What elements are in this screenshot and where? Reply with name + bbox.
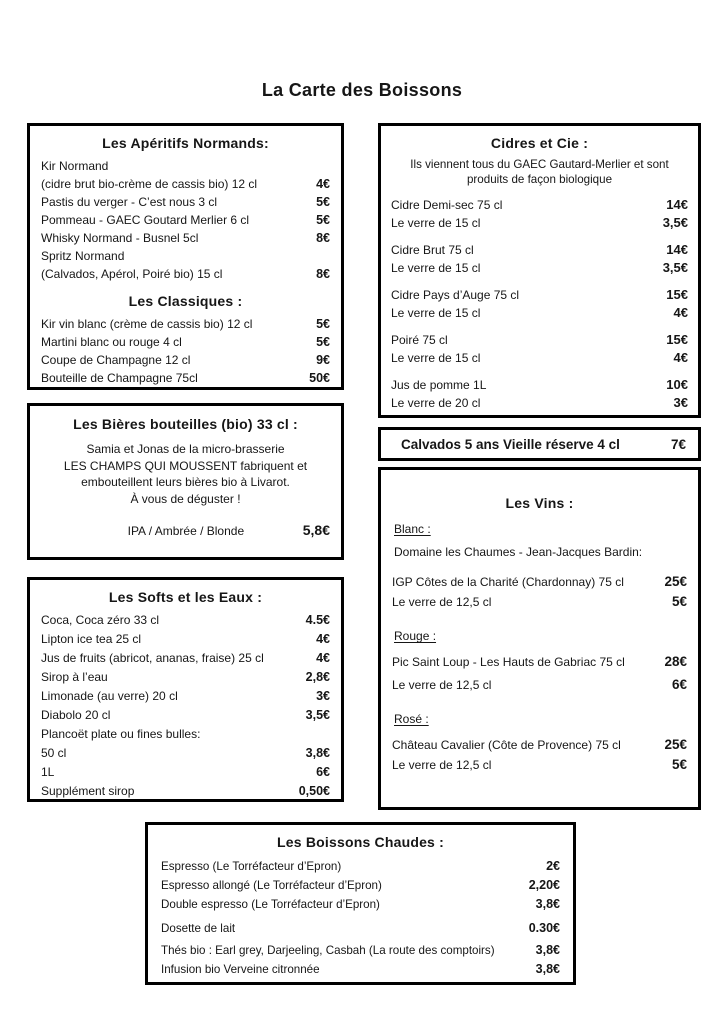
item-label: Pastis du verger - C’est nous 3 cl (41, 195, 218, 209)
menu-item (391, 349, 688, 367)
item-label: Kir vin blanc (crème de cassis bio) 12 cl (41, 317, 253, 331)
item-label: Lipton ice tea 25 cl (41, 632, 142, 646)
menu-item (391, 286, 688, 304)
section-cidres (378, 123, 701, 418)
menu-item (391, 214, 688, 232)
menu-item (161, 857, 560, 876)
menu-item (392, 652, 687, 672)
item-price: 6€ (671, 677, 687, 692)
cidre-group (391, 331, 688, 367)
menu-item (161, 895, 560, 914)
item-label: Poiré 75 cl (391, 333, 448, 347)
description-line: embouteillent leurs bières bio à Livarot. (81, 475, 290, 489)
item-label: Jus de pomme 1L (391, 378, 487, 392)
wine-category-rose: Rosé : (394, 712, 429, 726)
item-price: 15€ (666, 287, 688, 302)
menu-item (161, 919, 560, 938)
item-price: 5€ (316, 317, 330, 331)
item-label: Espresso allongé (Le Torréfacteur d’Epron) (161, 879, 382, 892)
item-price: 2,8€ (305, 670, 330, 684)
menu-item (391, 331, 688, 349)
description-line: À vous de déguster ! (130, 491, 241, 506)
menu-item (391, 241, 688, 259)
item-label: Kir Normand (41, 159, 109, 173)
section-heading: Cidres et Cie : (490, 135, 589, 151)
cidre-group (391, 286, 688, 322)
item-label: Martini blanc ou rouge 4 cl (41, 335, 182, 349)
item-price: 0,50€ (298, 784, 330, 798)
menu-item (392, 572, 687, 592)
item-price: 4€ (316, 177, 330, 191)
cidre-group (391, 196, 688, 232)
item-price: 6€ (316, 765, 330, 779)
menu-item (391, 259, 688, 277)
item-label: Cidre Brut 75 cl (391, 243, 474, 257)
item-label: Coupe de Champagne 12 cl (41, 353, 191, 367)
item-price: 2,20€ (528, 878, 560, 892)
item-label: Cidre Pays d’Auge 75 cl (391, 288, 520, 302)
item-price: 0.30€ (528, 921, 560, 935)
section-heading: Les Bières bouteilles (bio) 33 cl : (73, 416, 298, 432)
classiques-list (41, 315, 330, 387)
menu-item (41, 211, 330, 229)
item-price: 4€ (673, 305, 688, 320)
item-price: 5€ (316, 195, 330, 209)
item-label: Coca, Coca zéro 33 cl (41, 613, 160, 627)
item-price: 7€ (670, 436, 686, 452)
bieres-description (41, 441, 330, 507)
item-label: Pommeau - GAEC Goutard Merlier 6 cl (41, 213, 250, 227)
menu-item (41, 265, 330, 283)
menu-item (41, 522, 330, 538)
menu-item (41, 315, 330, 333)
section-aperitifs-normands (27, 123, 344, 390)
item-label: Spritz Normand (41, 249, 125, 263)
menu-item (161, 960, 560, 979)
item-price: 5€ (671, 757, 687, 772)
menu-item (41, 725, 330, 744)
menu-item (41, 193, 330, 211)
menu-item (391, 196, 688, 214)
menu-item (392, 675, 687, 695)
menu-item (391, 394, 688, 412)
item-price: 25€ (664, 737, 687, 752)
item-label: Le verre de 12,5 cl (392, 758, 492, 772)
item-price: 3,5€ (662, 215, 688, 230)
item-label: Le verre de 15 cl (391, 216, 481, 230)
page-title: La Carte des Boissons (261, 80, 463, 100)
item-label: Le verre de 12,5 cl (392, 678, 492, 692)
item-price: 8€ (316, 267, 330, 281)
wine-producer: Domaine les Chaumes - Jean-Jacques Bardin: (394, 545, 643, 559)
item-label: Limonade (au verre) 20 cl (41, 689, 178, 703)
cidre-group (391, 376, 688, 412)
item-label: 50 cl (41, 746, 67, 760)
item-price: 4€ (673, 350, 688, 365)
item-price: 28€ (664, 654, 687, 669)
item-price: 9€ (316, 353, 330, 367)
menu-item (41, 687, 330, 706)
menu-item (41, 229, 330, 247)
aperitifs-list (41, 157, 330, 283)
item-label: Pic Saint Loup - Les Hauts de Gabriac 75 cl (392, 655, 625, 669)
item-price: 3€ (673, 395, 688, 410)
item-label: Cidre Demi-sec 75 cl (391, 198, 503, 212)
item-label: Le verre de 20 cl (391, 396, 481, 410)
item-label: Infusion bio Verveine citronnée (161, 963, 320, 976)
item-price: 3,8€ (535, 943, 560, 957)
item-price: 4€ (316, 632, 330, 646)
menu-item (41, 351, 330, 369)
item-label: Bouteille de Champagne 75cl (41, 371, 198, 385)
item-label: Plancoët plate ou fines bulles: (41, 727, 201, 741)
item-label: (Calvados, Apérol, Poiré bio) 15 cl (41, 267, 223, 281)
menu-item (41, 763, 330, 782)
item-price: 3,8€ (305, 746, 330, 760)
section-heading: Les Boissons Chaudes : (277, 834, 444, 850)
item-label: IGP Côtes de la Charité (Chardonnay) 75 cl (392, 575, 624, 589)
item-label: Château Cavalier (Côte de Provence) 75 cl (392, 738, 621, 752)
item-label: 1L (41, 765, 55, 779)
cidre-group (391, 241, 688, 277)
item-price: 15€ (666, 332, 688, 347)
description-line: LES CHAMPS QUI MOUSSENT fabriquent et (63, 458, 308, 473)
item-price: 4€ (316, 651, 330, 665)
menu-item (161, 941, 560, 960)
item-price: 3,5€ (662, 260, 688, 275)
item-label: Le verre de 12,5 cl (392, 595, 492, 609)
section-calvados (378, 427, 701, 461)
item-price: 25€ (664, 574, 687, 589)
menu-item (392, 755, 687, 775)
item-label: Double espresso (Le Torréfacteur d’Epron) (161, 898, 380, 911)
item-price: 5€ (316, 335, 330, 349)
item-label: Calvados 5 ans Vieille réserve 4 cl (401, 436, 620, 452)
item-label: Espresso (Le Torréfacteur d’Epron) (161, 860, 342, 873)
menu-item (392, 735, 687, 755)
item-label: Jus de fruits (abricot, ananas, fraise) 25 cl (41, 651, 264, 665)
menu-item (41, 668, 330, 687)
item-price: 3,5€ (305, 708, 330, 722)
item-label: Le verre de 15 cl (391, 306, 481, 320)
menu-item (41, 649, 330, 668)
item-price: 4.5€ (305, 613, 330, 627)
item-label: Le verre de 15 cl (391, 351, 481, 365)
wine-category-blanc: Blanc : (394, 522, 431, 536)
item-label: IPA / Ambrée / Blonde (127, 524, 245, 538)
section-heading: Les Vins : (505, 495, 574, 511)
menu-item (41, 611, 330, 630)
menu-item (41, 630, 330, 649)
item-price: 5€ (671, 594, 687, 609)
item-price: 3,8€ (535, 962, 560, 976)
item-label: Whisky Normand - Busnel 5cl (41, 231, 199, 245)
menu-item (391, 376, 688, 394)
menu-item (41, 782, 330, 801)
item-label: Supplément sirop (41, 784, 135, 798)
menu-item (392, 592, 687, 612)
description-line: Samia et Jonas de la micro-brasserie (86, 442, 285, 456)
item-price: 8€ (316, 231, 330, 245)
section-heading-classiques: Les Classiques : (128, 293, 243, 309)
section-bieres (27, 403, 344, 560)
menu-item (41, 175, 330, 193)
section-softs (27, 577, 344, 802)
wine-category-rouge: Rouge : (394, 629, 437, 643)
section-boissons-chaudes (145, 822, 576, 985)
menu-item (41, 369, 330, 387)
item-price: 14€ (666, 242, 688, 257)
item-label: Dosette de lait (161, 922, 236, 935)
menu-item (41, 157, 330, 175)
item-price: 2€ (546, 859, 560, 873)
item-label: (cidre brut bio-crème de cassis bio) 12 cl (41, 177, 258, 191)
section-heading: Les Softs et les Eaux : (108, 589, 263, 605)
item-price: 50€ (309, 371, 330, 385)
section-vins (378, 467, 701, 810)
item-label: Le verre de 15 cl (391, 261, 481, 275)
item-price: 5€ (316, 213, 330, 227)
menu-item (41, 706, 330, 725)
menu-item (391, 304, 688, 322)
menu-item (41, 744, 330, 763)
item-label: Thés bio : Earl grey, Darjeeling, Casbah (La route des comptoirs) (161, 944, 495, 957)
item-label: Diabolo 20 cl (41, 708, 111, 722)
item-label: Sirop à l’eau (41, 670, 108, 684)
menu-item (41, 333, 330, 351)
item-price: 3€ (316, 689, 330, 703)
menu-item (41, 247, 330, 265)
item-price: 14€ (666, 197, 688, 212)
item-price: 3,8€ (535, 897, 560, 911)
section-heading: Les Apéritifs Normands: (102, 135, 269, 151)
cidres-intro: Ils viennent tous du GAEC Gautard-Merlier et sont produits de façon biologique (410, 158, 669, 186)
item-price: 5,8€ (302, 522, 330, 538)
menu-item (161, 876, 560, 895)
item-price: 10€ (666, 377, 688, 392)
